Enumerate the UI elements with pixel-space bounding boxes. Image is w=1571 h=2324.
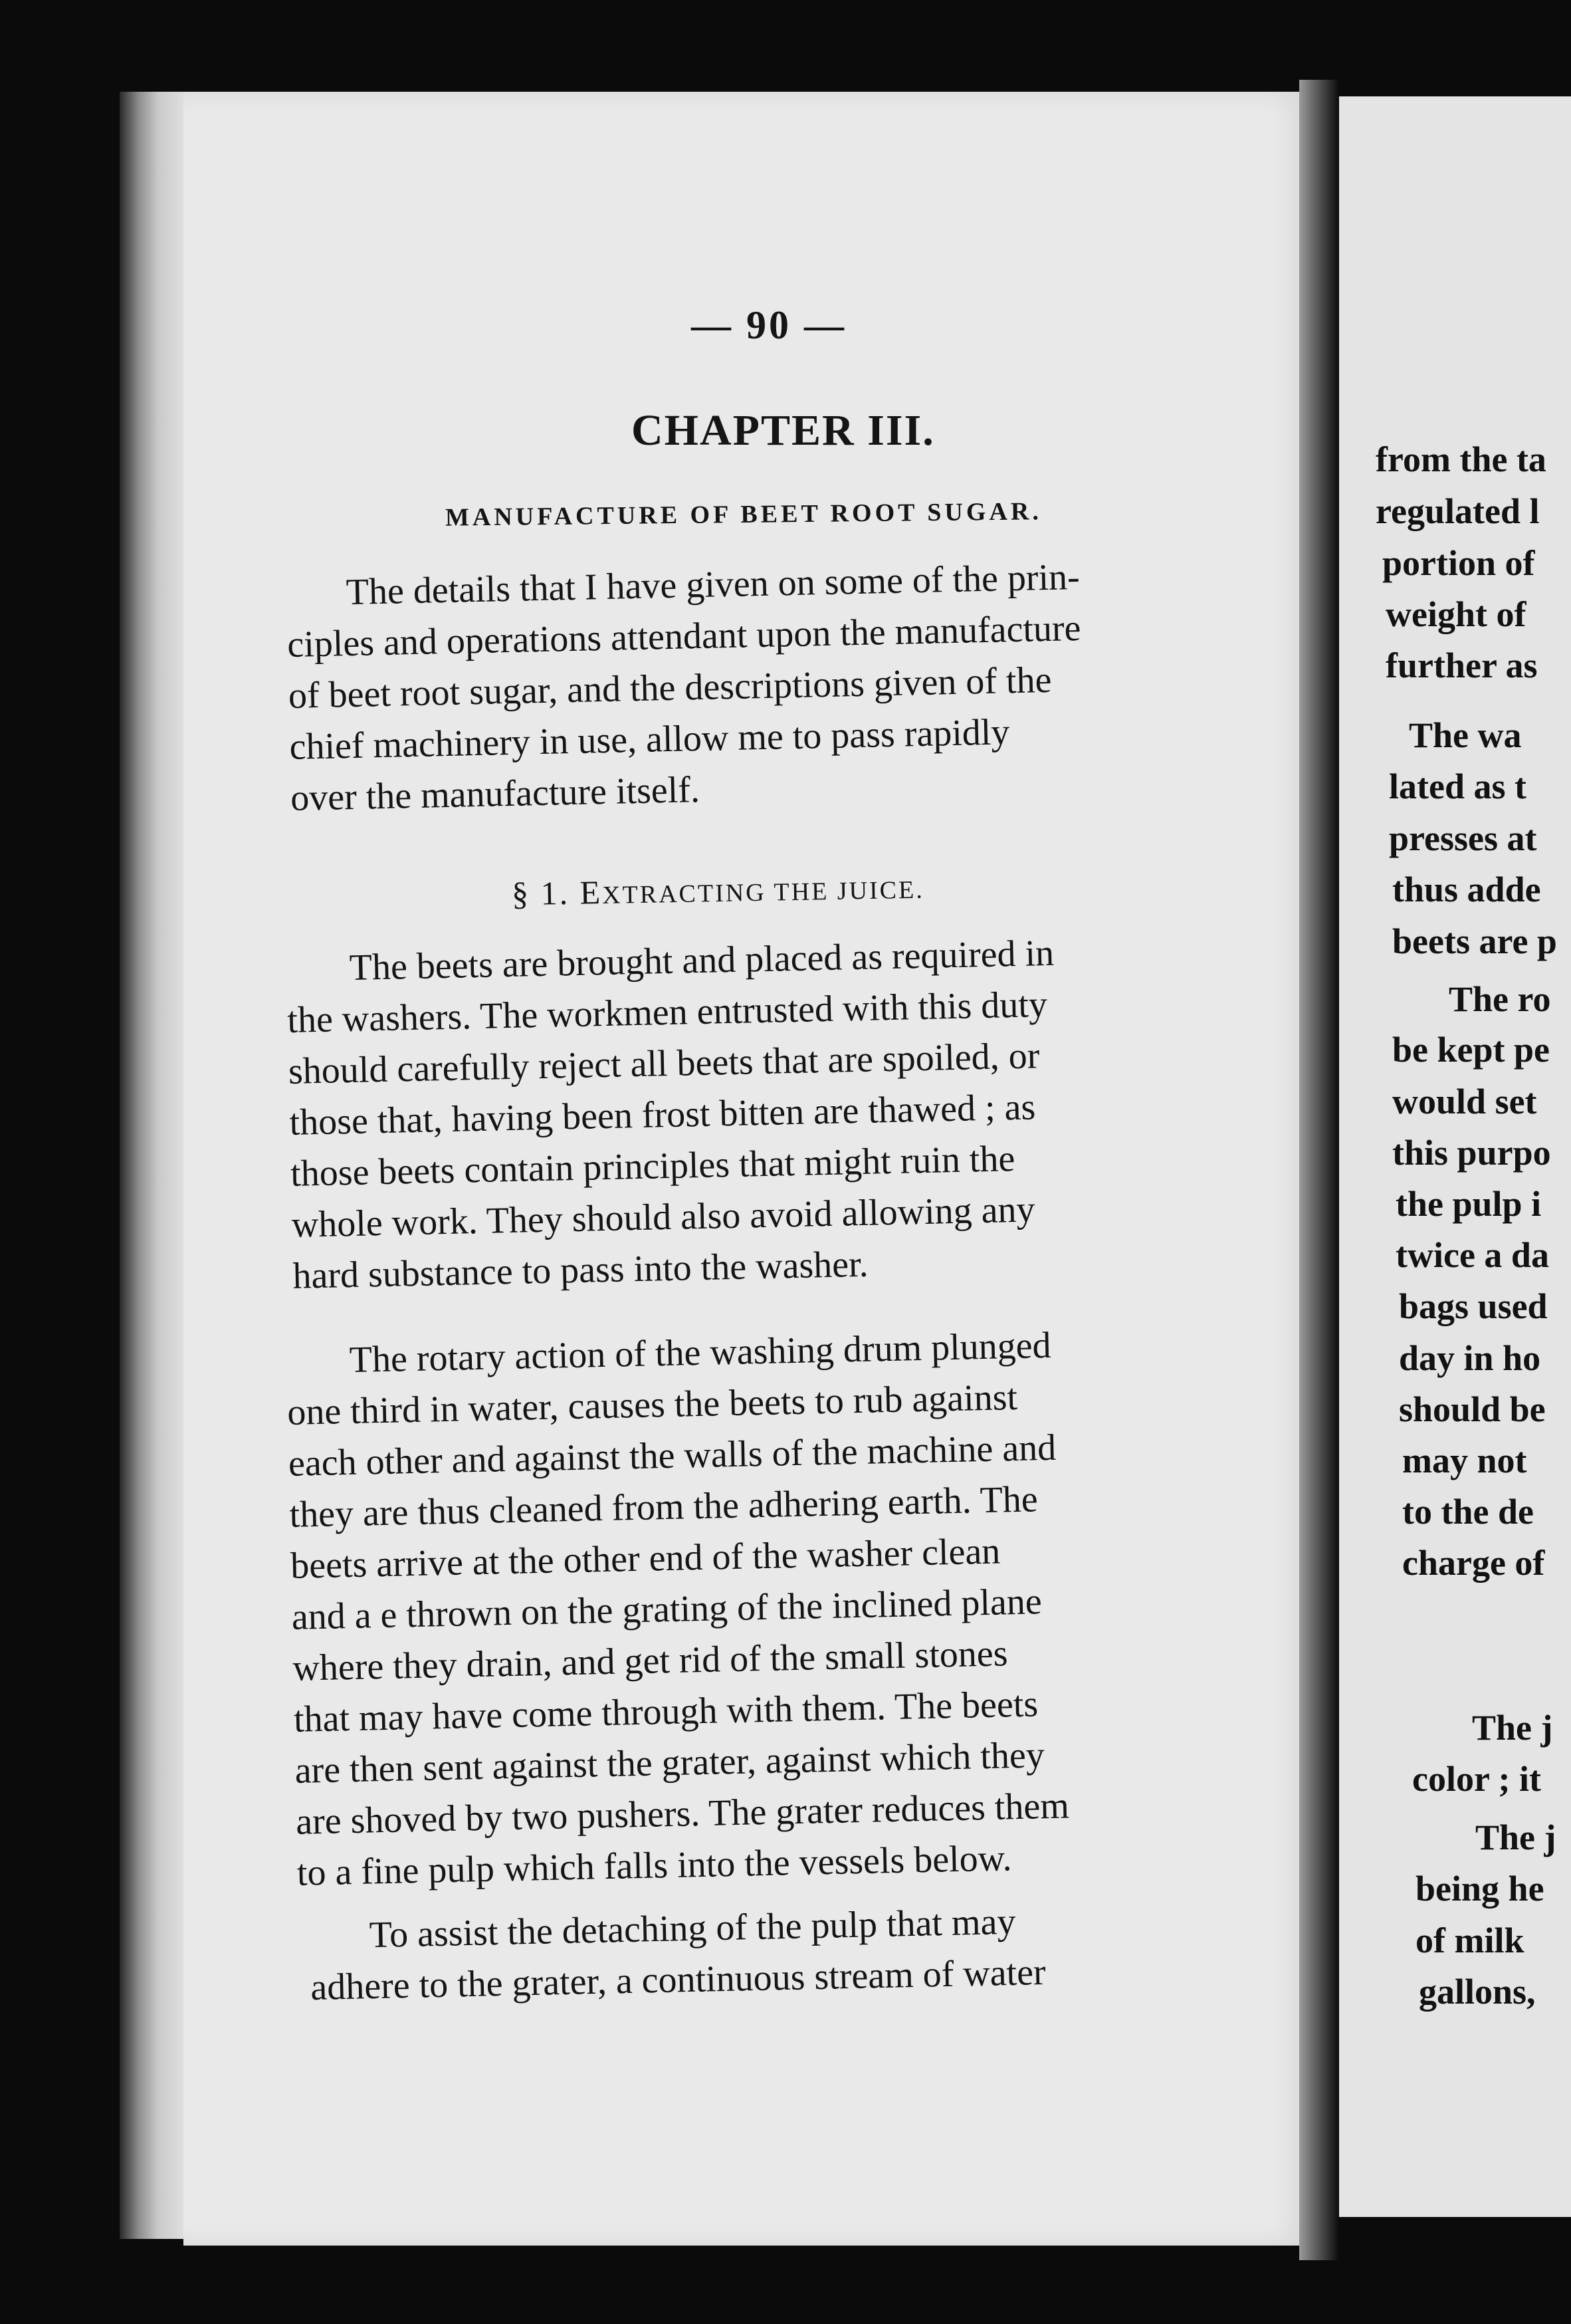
paragraph-line: To assist the detaching of the pulp that may <box>369 1901 1016 1956</box>
right-page-line: of milk <box>1415 1920 1524 1960</box>
section-heading <box>512 868 925 913</box>
paragraph-line: should carefully reject all beets that are spoiled, or <box>288 1035 1040 1092</box>
right-page-line: the pulp i <box>1396 1184 1542 1224</box>
paragraph-line: those beets contain principles that might ruin the <box>290 1138 1015 1195</box>
right-page-line: portion of <box>1382 543 1535 583</box>
right-page-line: charge of <box>1402 1543 1545 1583</box>
page-number: — 90 — <box>691 303 847 347</box>
book-binding-edge <box>120 92 183 2239</box>
paragraph-line: the washers. The workmen entrusted with this duty <box>286 984 1048 1041</box>
right-page-line: beets are p <box>1392 921 1557 961</box>
paragraph-line: The rotary action of the washing drum plunged <box>349 1324 1052 1381</box>
paragraph-line: those that, having been frost bitten are thawed ; as <box>288 1086 1036 1143</box>
section-heading-prefix: § 1. <box>511 873 581 913</box>
section-heading-initial: E <box>579 873 603 911</box>
paragraph-line: hard substance to pass into the washer. <box>292 1243 869 1297</box>
paragraph-line: The beets are brought and placed as required in <box>349 932 1055 988</box>
paragraph-rotary-action <box>286 1316 1294 1899</box>
right-page-line: further as <box>1386 645 1538 685</box>
right-page-line: presses at <box>1389 818 1537 858</box>
right-page-line: day in ho <box>1399 1338 1541 1378</box>
chapter-title: CHAPTER III. <box>631 406 935 455</box>
right-page-line: The j <box>1475 1817 1556 1857</box>
section-heading-rest: XTRACTING THE JUICE. <box>601 875 925 910</box>
right-page-line: twice a da <box>1396 1235 1549 1275</box>
paragraph-line: whole work. They should also avoid allowing any <box>291 1189 1036 1246</box>
right-page-line: this purpo <box>1392 1133 1551 1173</box>
right-page-line: The wa <box>1409 715 1522 755</box>
paragraph-line: each other and against the walls of the machine and <box>288 1427 1057 1484</box>
intro-line: The details that I have given on some of the prin- <box>346 556 1081 614</box>
paragraph-line: where they drain, and get rid of the small stones <box>292 1633 1009 1689</box>
right-page-line: would set <box>1392 1082 1537 1121</box>
right-page-line: gallons, <box>1419 1972 1536 2012</box>
right-page-line: The ro <box>1449 979 1551 1019</box>
right-page-line: be kept pe <box>1392 1030 1550 1070</box>
paragraph-line: that may have come through with them. The beets <box>293 1683 1039 1740</box>
right-page-line: lated as t <box>1389 766 1526 806</box>
right-page-line: weight of <box>1386 594 1526 634</box>
right-page-line: being he <box>1415 1869 1544 1909</box>
intro-line: over the manufacture itself. <box>290 769 700 819</box>
right-page-line: may not <box>1402 1441 1527 1480</box>
right-page-line: to the de <box>1402 1492 1534 1532</box>
right-page-line: thus adde <box>1392 870 1541 909</box>
paragraph-line: are then sent against the grater, against which they <box>294 1734 1045 1792</box>
paragraph-line: and a e thrown on the grating of the inclined plane <box>291 1581 1043 1638</box>
paragraph-line: adhere to the grater, a continuous stream of water <box>310 1951 1047 2008</box>
intro-line: ciples and operations attendant upon the manufacture <box>286 607 1082 665</box>
paragraph-grater-stream <box>309 1891 1308 2014</box>
paragraph-washers <box>286 923 1290 1302</box>
right-page-line: regulated l <box>1376 491 1540 531</box>
intro-line: chief machinery in use, allow me to pass rapidly <box>288 711 1010 768</box>
paragraph-line: they are thus cleaned from the adhering earth. The <box>288 1478 1039 1536</box>
right-page-line: color ; it <box>1412 1759 1541 1799</box>
paragraph-line: to a fine pulp which falls into the vessels below. <box>296 1837 1013 1894</box>
intro-paragraph <box>286 548 1288 824</box>
paragraph-line: one third in water, causes the beets to rub against <box>286 1376 1018 1433</box>
right-page-line: The j <box>1472 1708 1553 1748</box>
right-page-line: from the ta <box>1376 439 1546 479</box>
paragraph-line: beets arrive at the other end of the washer clean <box>290 1530 1001 1587</box>
intro-line: of beet root sugar, and the descriptions given of the <box>288 659 1052 717</box>
chapter-subtitle: MANUFACTURE OF BEET ROOT SUGAR. <box>445 497 1043 532</box>
paragraph-line: are shoved by two pushers. The grater reduces them <box>295 1785 1070 1843</box>
right-page-line: bags used <box>1399 1286 1548 1326</box>
right-page-line: should be <box>1399 1389 1546 1429</box>
